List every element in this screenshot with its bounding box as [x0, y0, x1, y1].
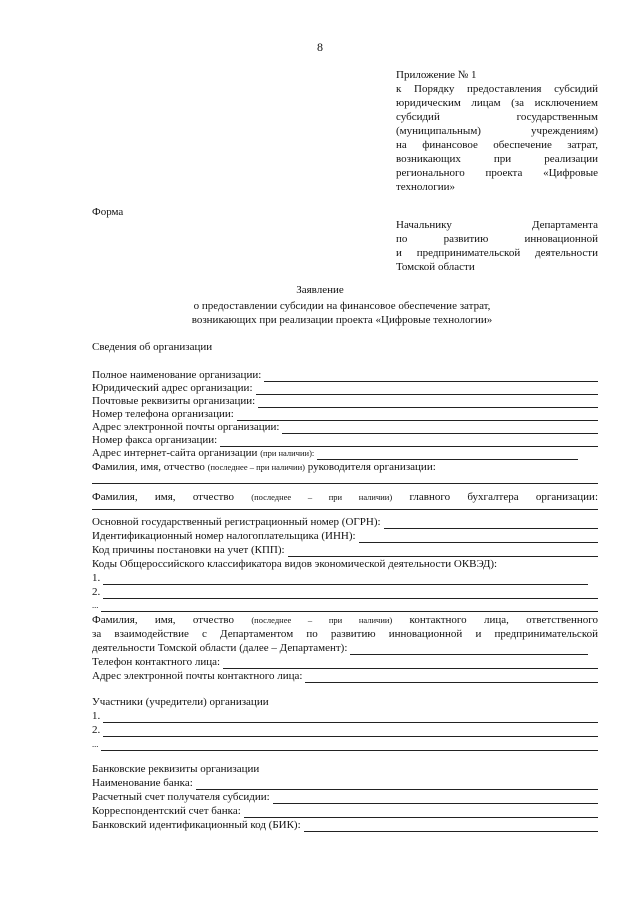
field-label: Код причины постановки на учет (КПП):: [92, 544, 285, 556]
input-line[interactable]: [384, 518, 598, 529]
appendix-block: [396, 68, 598, 194]
field-label: Адрес электронной почты организации:: [92, 421, 280, 433]
field-postal-details[interactable]: [92, 394, 598, 408]
input-line[interactable]: [317, 449, 578, 460]
input-line[interactable]: [223, 658, 598, 669]
field-website[interactable]: [92, 446, 578, 460]
field-label: Идентификационный номер налогоплательщика (ИНН):: [92, 530, 356, 542]
field-label: Основной государственный регистрационный номер (ОГРН):: [92, 516, 381, 528]
field-label: [92, 446, 314, 460]
input-line[interactable]: [273, 793, 598, 804]
contact-label: Фамилия, имя, отчество: [92, 614, 235, 626]
input-line[interactable]: [101, 601, 598, 612]
field-contact-phone[interactable]: [92, 655, 598, 669]
field-label: Расчетный счет получателя субсидии:: [92, 791, 270, 803]
field-label: [92, 460, 436, 474]
input-line[interactable]: [103, 726, 598, 737]
document-title: Заявление: [296, 284, 344, 296]
appendix-line: возникающих при реализации: [396, 153, 598, 165]
bank-heading: Банковские реквизиты организации: [92, 763, 260, 775]
founders-heading: Участники (учредители) организации: [92, 696, 269, 708]
field-contact-dept[interactable]: [92, 641, 588, 655]
item-number: 2.: [92, 724, 101, 736]
field-email[interactable]: [92, 420, 598, 434]
form-label: Форма: [92, 206, 124, 218]
subtitle-line: возникающих при реализации проекта «Цифровые технологии»: [191, 314, 493, 326]
head-note: (последнее – при наличии): [207, 462, 305, 472]
okved-item[interactable]: [92, 571, 588, 585]
accountant-label-line: [92, 490, 598, 504]
website-label: Адрес интернет-сайта организации: [92, 447, 258, 459]
field-head-name: [92, 460, 598, 474]
item-number: ...: [92, 739, 99, 749]
field-inn[interactable]: [92, 529, 598, 543]
appendix-line: Приложение № 1: [396, 69, 477, 81]
input-line[interactable]: [288, 546, 598, 557]
founder-item[interactable]: [92, 737, 598, 751]
head-label: Фамилия, имя, отчество: [92, 461, 205, 473]
field-bank-name[interactable]: [92, 776, 598, 790]
input-line[interactable]: [196, 779, 598, 790]
addressee-line: Томской области: [396, 261, 475, 273]
contact-label-line-1: [92, 613, 598, 627]
field-contact-email[interactable]: [92, 669, 598, 683]
input-line[interactable]: [305, 672, 598, 683]
document-subtitle: [92, 299, 592, 327]
accountant-input-line[interactable]: [92, 509, 598, 510]
okved-item[interactable]: [92, 585, 598, 599]
okved-item[interactable]: [92, 598, 598, 612]
field-legal-address[interactable]: [92, 381, 598, 395]
field-label: Корреспондентский счет банка:: [92, 805, 241, 817]
org-section-heading: Сведения об организации: [92, 341, 213, 353]
field-ogrn[interactable]: [92, 515, 598, 529]
field-label: Юридический адрес организации:: [92, 382, 253, 394]
input-line[interactable]: [103, 574, 588, 585]
appendix-line: юридическим лицам (за исключением: [396, 97, 598, 109]
item-number: ...: [92, 600, 99, 610]
addressee-line: по развитию инновационной: [396, 233, 598, 245]
input-line[interactable]: [304, 821, 598, 832]
field-phone[interactable]: [92, 407, 598, 421]
subtitle-line: о предоставлении субсидии на финансовое обеспечение затрат,: [193, 300, 491, 312]
accountant-label: Фамилия, имя, отчество: [92, 491, 234, 503]
item-number: 2.: [92, 586, 101, 598]
item-number: 1.: [92, 710, 101, 722]
addressee-line: и предпринимательской деятельности: [396, 247, 598, 259]
field-settlement-account[interactable]: [92, 790, 598, 804]
appendix-line: (муниципальным) учреждениям): [396, 125, 598, 137]
addressee-line: Начальнику Департамента: [396, 219, 598, 231]
field-bik[interactable]: [92, 818, 598, 832]
contact-label-b: контактного лица, ответственного: [409, 614, 598, 626]
item-number: 1.: [92, 572, 101, 584]
input-line[interactable]: [244, 807, 598, 818]
field-okved-label: [92, 557, 598, 571]
founder-item[interactable]: [92, 723, 598, 737]
field-label: Полное наименование организации:: [92, 369, 262, 381]
field-label: Адрес электронной почты контактного лица:: [92, 670, 303, 682]
head-label-b: руководителя организации:: [307, 461, 436, 473]
input-line[interactable]: [359, 532, 598, 543]
input-line[interactable]: [350, 644, 588, 655]
appendix-line: к Порядку предоставления субсидий: [396, 83, 598, 95]
field-correspondent-account[interactable]: [92, 804, 598, 818]
founder-item[interactable]: [92, 709, 598, 723]
field-label: Телефон контактного лица:: [92, 656, 221, 668]
field-label: Наименование банка:: [92, 777, 193, 789]
field-label: Номер факса организации:: [92, 434, 218, 446]
field-label: Номер телефона организации:: [92, 408, 234, 420]
contact-note: (последнее – при наличии): [251, 615, 393, 625]
field-fax[interactable]: [92, 433, 598, 447]
field-label: Почтовые реквизиты организации:: [92, 395, 256, 407]
appendix-line: регионального проекта «Цифровые: [396, 167, 598, 179]
appendix-line: субсидий государственным: [396, 111, 598, 123]
appendix-line: на финансовое обеспечение затрат,: [396, 139, 598, 151]
head-name-input-line[interactable]: [92, 483, 598, 484]
field-kpp[interactable]: [92, 543, 598, 557]
website-note: (при наличии):: [260, 448, 315, 458]
contact-label-line-2: за взаимодействие с Департаментом по развитию инновационной и предпринимательской: [92, 628, 598, 640]
okved-label: Коды Общероссийского классификатора видов экономической деятельности ОКВЭД):: [92, 558, 498, 570]
field-full-name[interactable]: [92, 368, 598, 382]
input-line[interactable]: [101, 740, 598, 751]
appendix-line: технологии»: [396, 181, 456, 193]
page-number: 8: [317, 40, 323, 54]
accountant-label-b: главного бухгалтера организации:: [409, 491, 598, 503]
input-line[interactable]: [103, 712, 598, 723]
addressee-block: [396, 218, 598, 274]
field-label: Банковский идентификационный код (БИК):: [92, 819, 301, 831]
accountant-note: (последнее – при наличии): [251, 492, 393, 502]
field-label: деятельности Томской области (далее – Департамент):: [92, 642, 348, 654]
